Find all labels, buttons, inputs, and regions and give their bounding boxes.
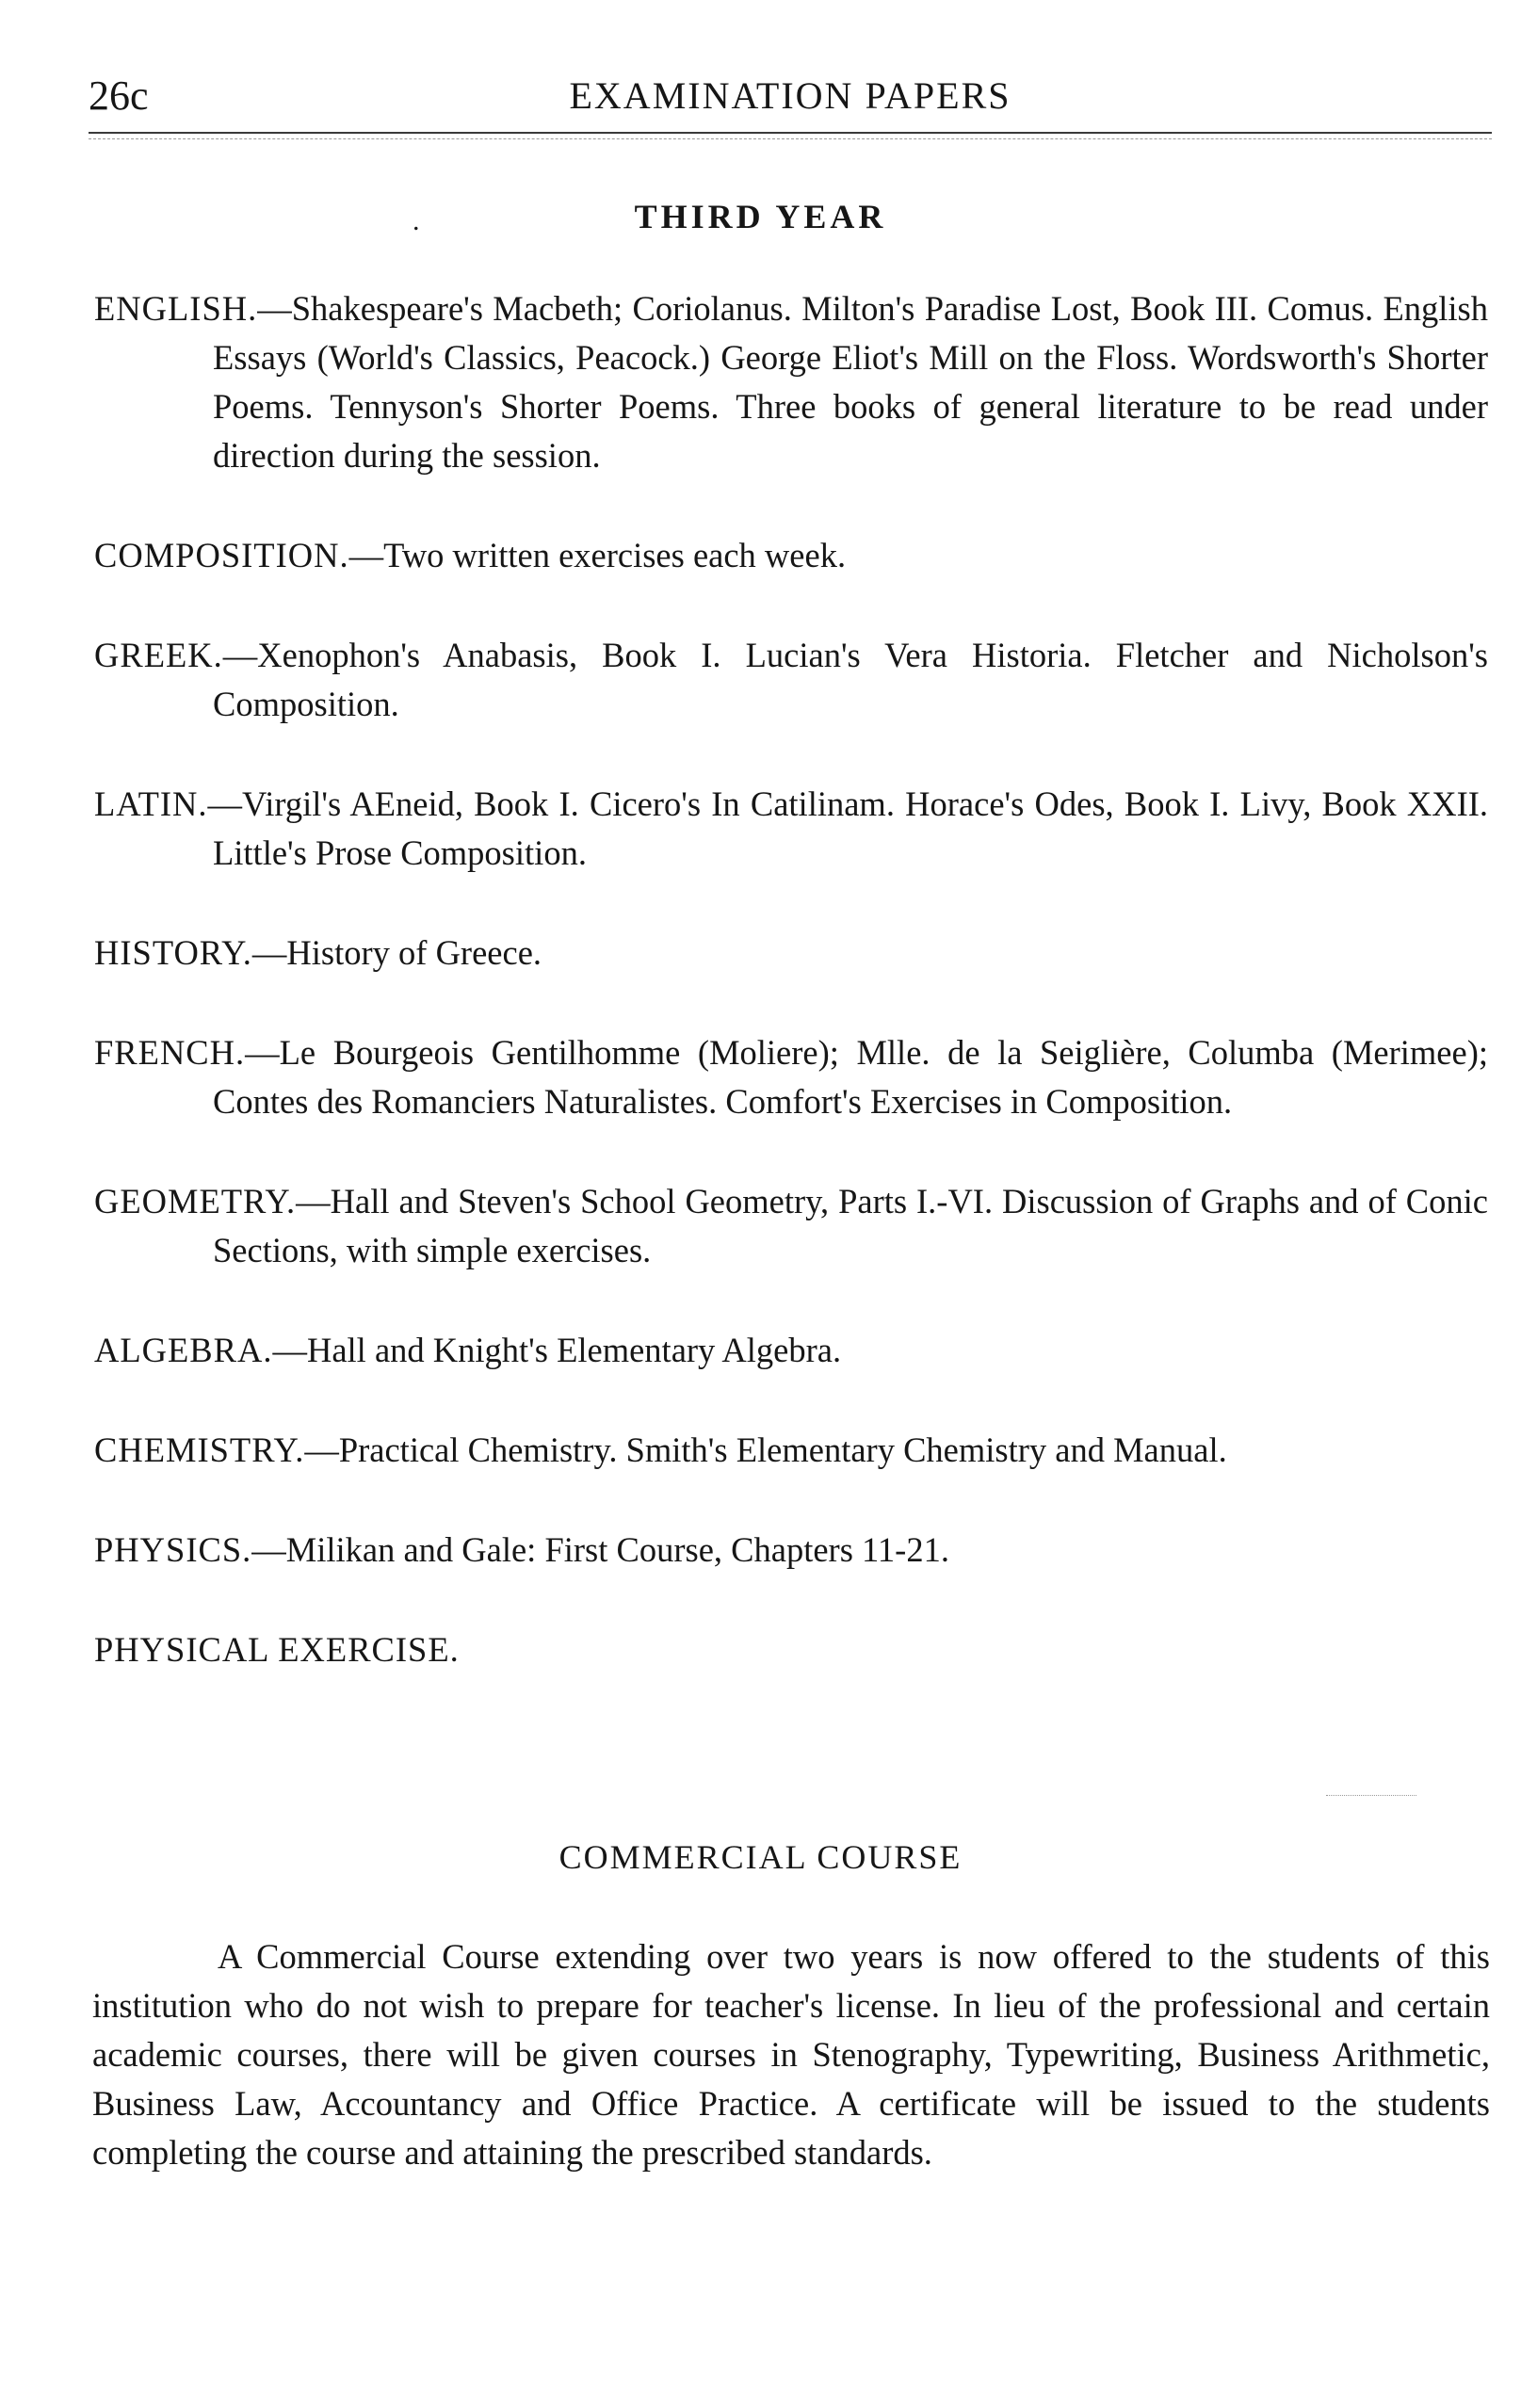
subject-text: —Practical Chemistry. Smith's Elementary Chemistry and Manual.	[304, 1430, 1227, 1469]
section-title-third-year: THIRD YEAR	[634, 198, 887, 235]
subject-text: —Hall and Knight's Elementary Algebra.	[272, 1331, 842, 1369]
subject-composition	[94, 531, 1488, 580]
subject-text: —Virgil's AEneid, Book I. Cicero's In Catilinam. Horace's Odes, Book I. Livy, Book XXII. Little's Prose Composition.	[207, 784, 1488, 872]
subject-name: CHEMISTRY.	[94, 1430, 305, 1469]
subject-physical-exercise	[94, 1625, 1488, 1674]
subject-name: PHYSICAL EXERCISE.	[94, 1630, 460, 1669]
subject-text: —Xenophon's Anabasis, Book I. Lucian's Vera Historia. Fletcher and Nicholson's Composition.	[213, 636, 1488, 723]
subject-text: —Shakespeare's Macbeth; Coriolanus. Milton's Paradise Lost, Book III. Comus. English Essays (World's Classics, Peacock.) George Eliot's Mill on the Floss. Wordsworth's Shorter Poems. Tennyson's Shorter Poems. Three books of general literature to be read under direction during the session.	[213, 289, 1488, 475]
subject-name: GREEK.	[94, 636, 223, 674]
subject-name: ALGEBRA.	[94, 1331, 273, 1369]
header-rule-secondary	[89, 138, 1492, 139]
subject-list	[94, 284, 1488, 1725]
subject-latin	[94, 780, 1488, 878]
running-head: EXAMINATION PAPERS	[569, 74, 1011, 117]
header-rule	[89, 132, 1492, 134]
subject-name: LATIN.	[94, 784, 208, 823]
subject-text: —Two written exercises each week.	[348, 536, 847, 574]
subject-text: —Milikan and Gale: First Course, Chapters 11-21.	[251, 1530, 949, 1569]
page-number: 26c	[89, 73, 149, 119]
subject-history	[94, 929, 1488, 978]
subject-text: —Le Bourgeois Gentilhomme (Moliere); Mlle. de la Seiglière, Columba (Merimee); Contes des Romanciers Naturalistes. Comfort's Exercises in Composition.	[213, 1033, 1488, 1121]
subject-physics	[94, 1526, 1488, 1575]
subject-name: ENGLISH.	[94, 289, 258, 328]
subject-french	[94, 1028, 1488, 1126]
subject-geometry	[94, 1177, 1488, 1275]
subject-name: COMPOSITION.	[94, 536, 349, 574]
stray-dot-mark: .	[413, 205, 420, 236]
subject-greek	[94, 631, 1488, 729]
subject-chemistry	[94, 1426, 1488, 1475]
subject-algebra	[94, 1326, 1488, 1375]
subject-text: —Hall and Steven's School Geometry, Parts I.-VI. Discussion of Graphs and of Conic Sections, with simple exercises.	[213, 1182, 1488, 1269]
subject-name: FRENCH.	[94, 1033, 246, 1072]
stray-scan-mark	[1326, 1795, 1416, 1796]
commercial-course-paragraph: A Commercial Course extending over two years is now offered to the students of this institution who do not wish to prepare for teacher's license. In lieu of the professional and certain academic courses, there will be given courses in Stenography, Typewriting, Business Arithmetic, Business Law, Accountancy and Office Practice. A certificate will be issued to the students completing the course and attaining the prescribed standards.	[92, 1937, 1490, 2172]
section-title-commercial-course: COMMERCIAL COURSE	[558, 1838, 963, 1876]
subject-name: GEOMETRY.	[94, 1182, 297, 1220]
subject-name: HISTORY.	[94, 933, 252, 972]
page-header	[89, 68, 1492, 124]
subject-name: PHYSICS.	[94, 1530, 252, 1569]
subject-text: —History of Greece.	[251, 933, 542, 972]
subject-english	[94, 284, 1488, 480]
